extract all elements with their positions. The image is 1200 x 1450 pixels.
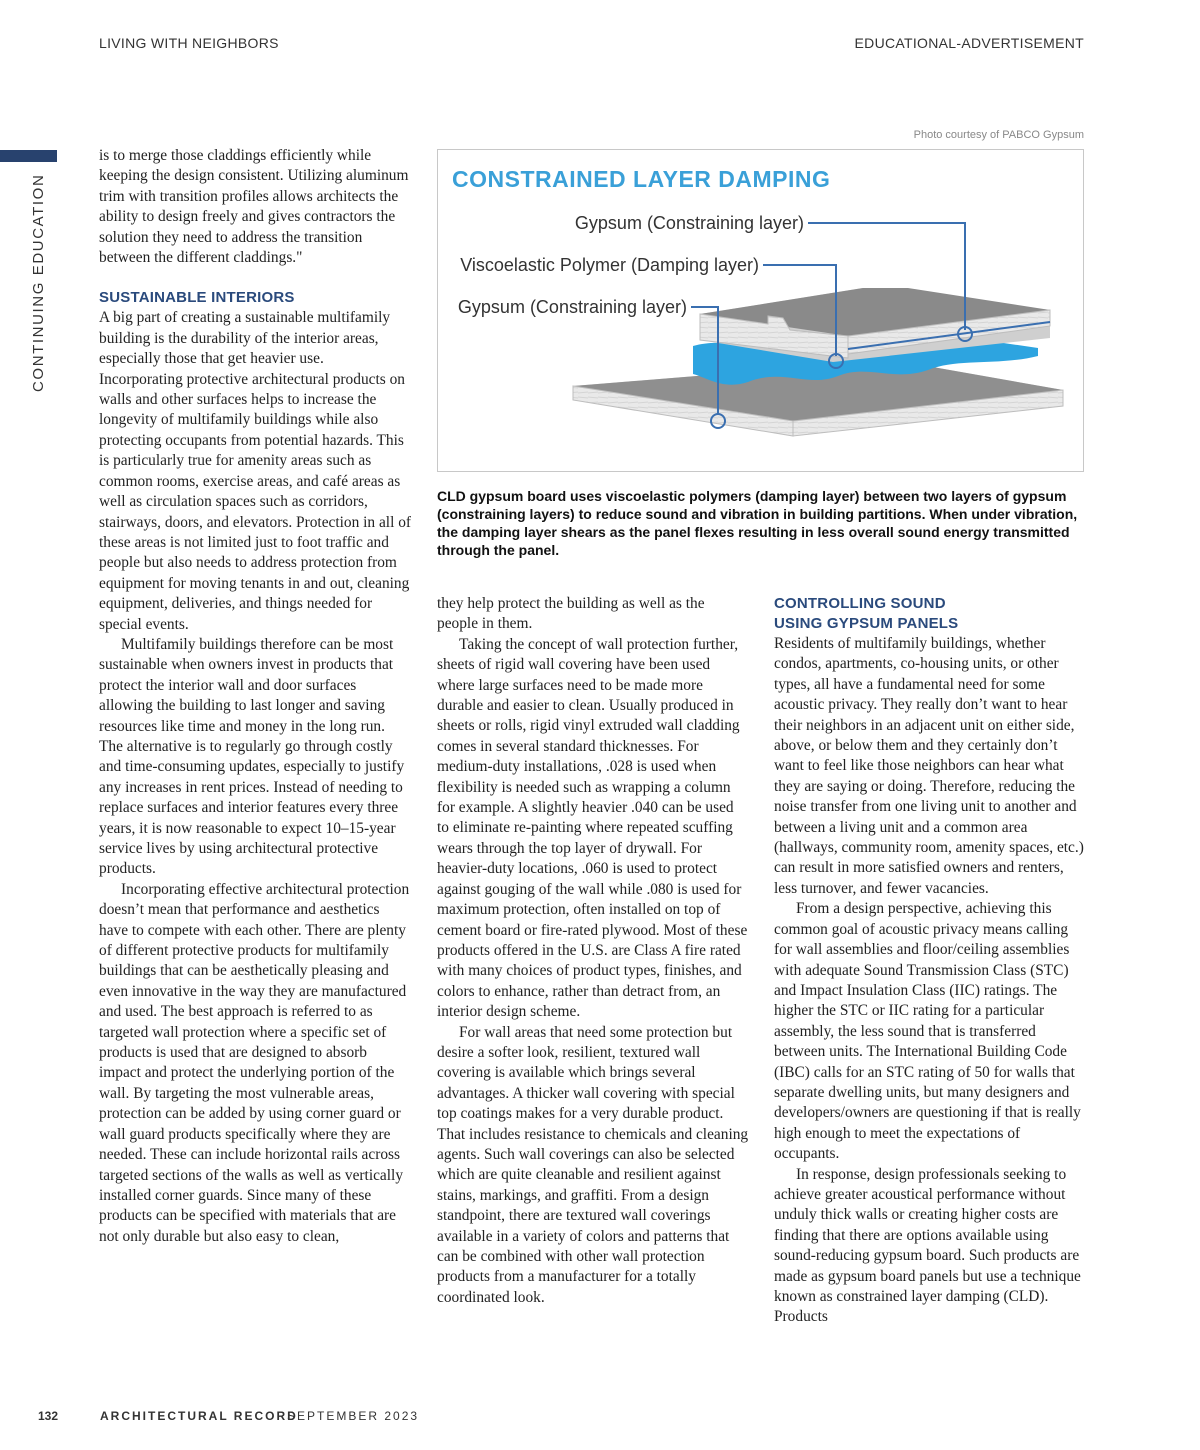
running-head-right: EDUCATIONAL-ADVERTISEMENT: [854, 35, 1084, 51]
paragraph: Taking the concept of wall protection further, sheets of rigid wall covering have been used where large surfaces need to be made more durable and easier to clean. Usually produced in sheets or rolls, rigid vinyl extruded wall cladding comes in several standard thicknesses. For medium-duty installations, .028 is used when flexibility is needed such as wrapping a column for example. A slightly heavier .040 can be used to eliminate re-painting where repeated scuffing wears through the top layer of drywall. For heavier-duty locations, .060 is used to protect against gouging of the wall while .080 is used for maximum protection, often installed on top of cement board or fire-rated plywood. Most of these products offered in the U.S. are Class A fire rated with many choices of product types, finishes, and colors to enhance, rather than detract from, an interior design scheme.: [437, 635, 748, 1021]
paragraph: A big part of creating a sustainable multifamily building is the durability of the interior areas, especially those that get heavier use. Incorporating protective architectural products on walls and other surfaces helps to increase the longevity of multifamily buildings while also protecting occupants from potential hazards. This is particularly true for amenity areas such as common rooms, exercise areas, and café areas as well as circulation spaces such as corridors, stairways, doors, and elevators. Protection in all of these areas is not limited just to foot traffic and people but also needs to address protection from equipment for moving tenants in and out, cleaning equipment, deliveries, and things needed for special events.: [99, 309, 412, 633]
diagram-title: CONSTRAINED LAYER DAMPING: [452, 166, 831, 192]
paragraph: In response, design professionals seeking to achieve greater acoustical performance without unduly thick walls or creating higher costs are finding that there are options available using sound-reducing gypsum board. Such products are made as gypsum board panels but use a technique known as constrained layer damping (CLD). Products: [774, 1165, 1081, 1326]
section-accent-bar: [0, 150, 57, 162]
section-heading-line: CONTROLLING SOUND: [774, 595, 946, 612]
label-gypsum-top: Gypsum (Constraining layer): [574, 213, 804, 233]
section-heading: SUSTAINABLE INTERIORS: [99, 289, 295, 307]
section-heading: [774, 594, 1086, 634]
paragraph: Multifamily buildings therefore can be most sustainable when owners invest in products that protect the interior wall and door surfaces allowing the building to last longer and saving resources like time and money in the long run. The alternative is to regularly go through costly and time-consuming updates, especially to justify any increases in rent prices. Instead of needing to replace surfaces and interior features every three years, it is now reasonable to expect 10–15-year service lives by using architectural protective products.: [99, 635, 405, 878]
cld-diagram: [438, 150, 1083, 471]
running-head-left: LIVING WITH NEIGHBORS: [99, 35, 279, 51]
paragraph: Residents of multifamily buildings, whether condos, apartments, co-housing units, or other types, all have a fundamental need for some acoustic privacy. They really don’t want to hear their neighbors in an adjacent unit on either side, above, or below them and they certainly don’t want to feel like those neighbors can hear what they are saying or doing. Therefore, reducing the noise transfer from one living unit to another and between a living unit and a common area (hallways, community room, amenity spaces, etc.) can result in more satisfied owners and renters, less turnover, and fewer vacancies.: [774, 635, 1084, 897]
paragraph: From a design perspective, achieving this common goal of acoustic privacy means calling for wall assemblies and floor/ceiling assemblies with adequate Sound Transmission Class (STC) and Impact Insulation Class (IIC) ratings. The higher the STC or IIC rating for a particular assembly, the less sound that is transferred between units. The International Building Code (IBC) calls for an STC rating of 50 for walls that separate dwelling units, but many designers and developers/owners are questioning if that is really high enough to meet the expectations of occupants.: [774, 900, 1081, 1163]
section-heading-line: USING GYPSUM PANELS: [774, 615, 959, 632]
text-column-3: [774, 594, 1086, 1328]
paragraph: For wall areas that need some protection but desire a softer look, resilient, textured wall covering is available which brings several advantages. A thicker wall covering with special top coatings makes for a very durable product. That includes resistance to chemicals and cleaning agents. Such wall coverings can also be selected which are quite cleanable and resilient against stains, markings, and graffiti. From a design standpoint, there are textured wall coverings available in a variety of colors and patterns that can be combined with other wall protection products from a manufacturer for a totally coordinated look.: [437, 1023, 749, 1306]
issue-date: SEPTEMBER 2023: [287, 1409, 420, 1423]
label-viscoelastic-polymer: Viscoelastic Polymer (Damping layer): [460, 255, 759, 275]
magazine-name: ARCHITECTURAL RECORD: [100, 1409, 298, 1423]
text-column-1: [99, 146, 411, 1247]
photo-credit: Photo courtesy of PABCO Gypsum: [913, 129, 1084, 141]
label-gypsum-bottom: Gypsum (Constraining layer): [457, 297, 687, 317]
paragraph: they help protect the building as well as the people in them.: [437, 595, 705, 633]
page-number: 132: [38, 1409, 59, 1423]
section-side-label: CONTINUING EDUCATION: [30, 173, 47, 392]
paragraph: Incorporating effective architectural protection doesn’t mean that performance and aesthetics have to compete with each other. There are plenty of different protective products for multifamily buildings that can be aesthetically pleasing and even innovative in the way they are manufactured and used. The best approach is referred to as targeted wall protection where a specific set of products is used that are designed to absorb impact and protect the underlying portion of the wall. By targeting the most vulnerable areas, protection can be added by using corner guard or wall guard products specifically where they are needed. These can include horizontal rails across targeted sections of the walls as well as vertically installed corner guards. Since many of these products can be specified with materials that are not only durable but also easy to clean,: [99, 880, 410, 1245]
cld-figure: [437, 149, 1084, 472]
text-column-2: [437, 594, 749, 1308]
figure-caption: CLD gypsum board uses viscoelastic polymers (damping layer) between two layers of gypsum (constraining layers) to reduce sound and vibration in building partitions. When under vibration, the damping layer shears as the panel flexes resulting in less overall sound energy transmitted through the panel.: [437, 488, 1078, 558]
paragraph: is to merge those claddings efficiently while keeping the design consistent. Utilizing aluminum trim with transition profiles allows architects the ability to design freely and gives contractors the solution they need to address the transition between the different claddings.": [99, 147, 409, 267]
